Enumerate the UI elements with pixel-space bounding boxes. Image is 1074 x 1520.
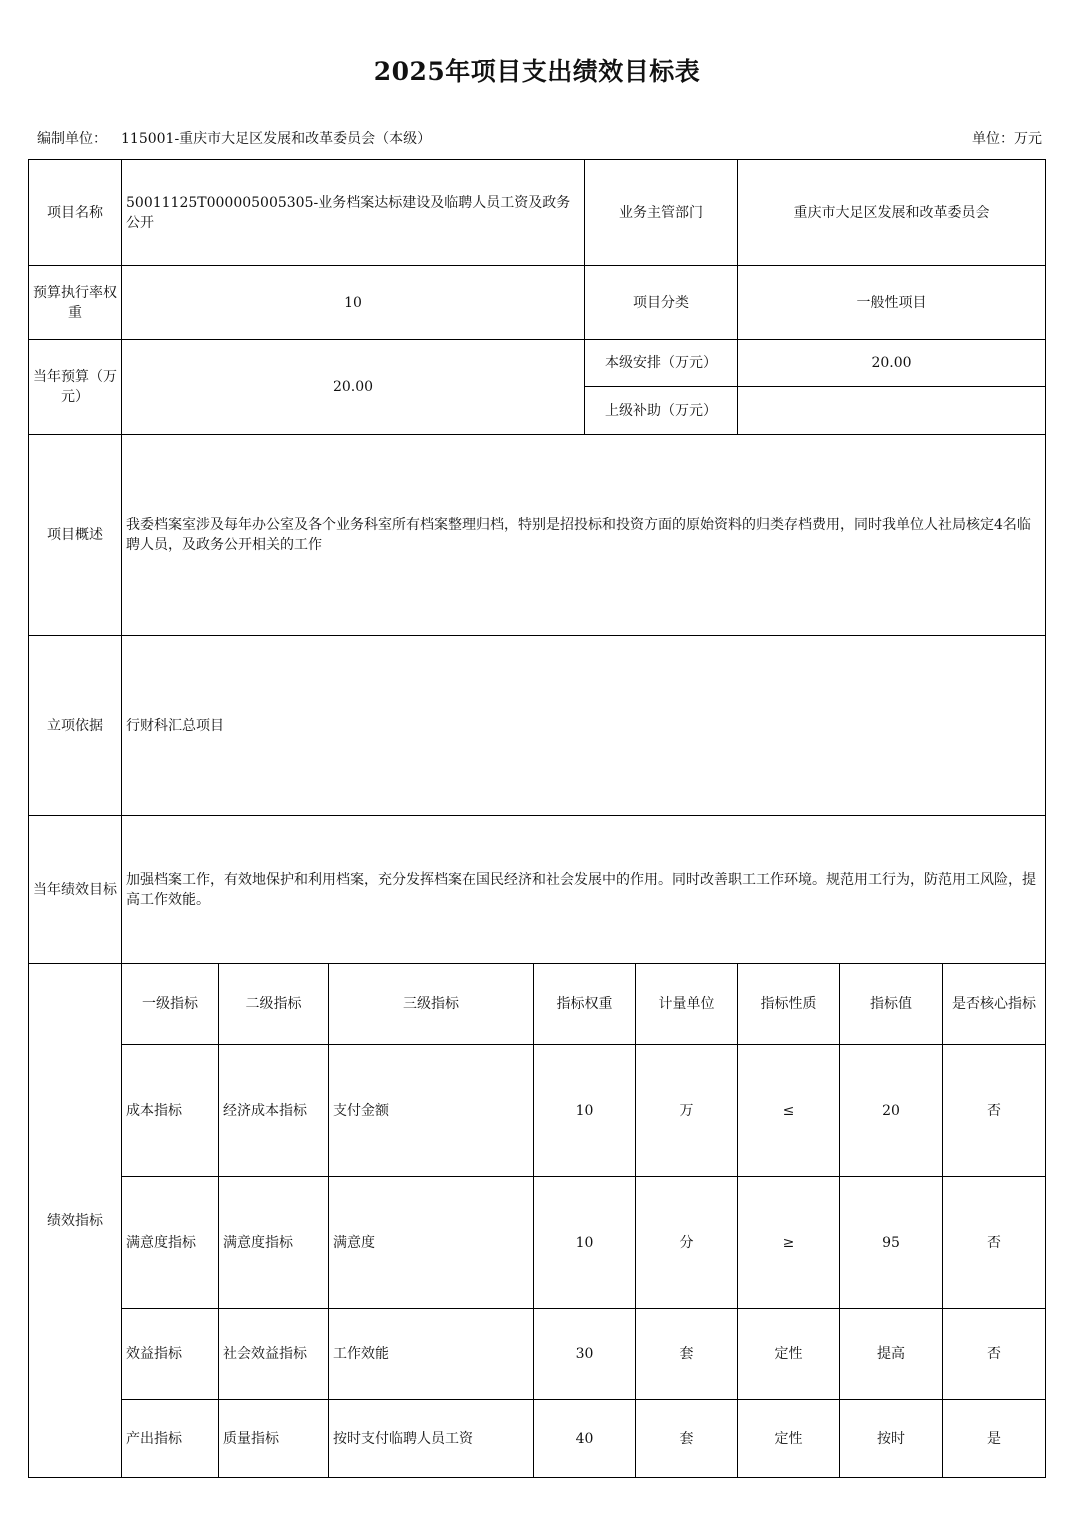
row-unit: 套 — [636, 1400, 738, 1478]
row-level2: 经济成本指标 — [219, 1045, 329, 1177]
indicators-section-label: 绩效指标 — [29, 964, 122, 1478]
row-level3: 工作效能 — [329, 1309, 534, 1400]
org-info — [37, 128, 431, 148]
dept-label: 业务主管部门 — [585, 160, 738, 266]
overview-label: 项目概述 — [29, 435, 122, 636]
table-row — [29, 1309, 1046, 1400]
local-label: 本级安排（万元） — [585, 340, 738, 387]
rate-value: 10 — [122, 266, 585, 340]
row-weight: 10 — [534, 1177, 636, 1309]
row-weight: 30 — [534, 1309, 636, 1400]
row-value: 按时 — [840, 1400, 943, 1478]
header-level3: 三级指标 — [329, 964, 534, 1045]
goal-value: 加强档案工作，有效地保护和利用档案，充分发挥档案在国民经济和社会发展中的作用。同时改善职工工作环境。规范用工行为，防范用工风险，提高工作效能。 — [122, 816, 1046, 964]
goal-label: 当年绩效目标 — [29, 816, 122, 964]
org-label: 编制单位： — [37, 131, 107, 147]
basis-label: 立项依据 — [29, 636, 122, 816]
row-nature: ≥ — [738, 1177, 840, 1309]
org-value: 115001-重庆市大足区发展和改革委员会（本级） — [121, 131, 432, 147]
row-unit: 分 — [636, 1177, 738, 1309]
row-value: 20 — [840, 1045, 943, 1177]
row-level3: 支付金额 — [329, 1045, 534, 1177]
row-value: 提高 — [840, 1309, 943, 1400]
unit-info: 单位：万元 — [972, 131, 1042, 147]
row-weight: 40 — [534, 1400, 636, 1478]
row-nature: 定性 — [738, 1309, 840, 1400]
row-level2: 社会效益指标 — [219, 1309, 329, 1400]
header-core: 是否核心指标 — [943, 964, 1046, 1045]
dept-value: 重庆市大足区发展和改革委员会 — [738, 160, 1046, 266]
row-level1: 效益指标 — [122, 1309, 219, 1400]
table-row — [29, 1400, 1046, 1478]
rate-label: 预算执行率权重 — [29, 266, 122, 340]
header-unit: 计量单位 — [636, 964, 738, 1045]
row-level1: 满意度指标 — [122, 1177, 219, 1309]
category-label: 项目分类 — [585, 266, 738, 340]
row-weight: 10 — [534, 1045, 636, 1177]
project-name-label: 项目名称 — [29, 160, 122, 266]
overview-value: 我委档案室涉及每年办公室及各个业务科室所有档案整理归档，特别是招投标和投资方面的原始资料的归类存档费用，同时我单位人社局核定4名临聘人员，及政务公开相关的工作 — [122, 435, 1046, 636]
page-title: 2025年项目支出绩效目标表 — [373, 57, 701, 86]
header-weight: 指标权重 — [534, 964, 636, 1045]
header-level1: 一级指标 — [122, 964, 219, 1045]
local-value: 20.00 — [738, 340, 1046, 387]
performance-table — [28, 159, 1046, 1478]
row-level2: 满意度指标 — [219, 1177, 329, 1309]
header-level2: 二级指标 — [219, 964, 329, 1045]
header-value: 指标值 — [840, 964, 943, 1045]
header-nature: 指标性质 — [738, 964, 840, 1045]
budget-label: 当年预算（万元） — [29, 340, 122, 435]
budget-value: 20.00 — [122, 340, 585, 435]
row-core: 否 — [943, 1045, 1046, 1177]
row-unit: 套 — [636, 1309, 738, 1400]
row-level2: 质量指标 — [219, 1400, 329, 1478]
row-value: 95 — [840, 1177, 943, 1309]
row-core: 否 — [943, 1177, 1046, 1309]
row-nature: ≤ — [738, 1045, 840, 1177]
table-row — [29, 1045, 1046, 1177]
row-nature: 定性 — [738, 1400, 840, 1478]
row-level1: 成本指标 — [122, 1045, 219, 1177]
row-level1: 产出指标 — [122, 1400, 219, 1478]
project-name-value: 50011125T000005005305-业务档案达标建设及临聘人员工资及政务公开 — [122, 160, 585, 266]
category-value: 一般性项目 — [738, 266, 1046, 340]
upper-value — [738, 387, 1046, 435]
row-level3: 按时支付临聘人员工资 — [329, 1400, 534, 1478]
table-row — [29, 1177, 1046, 1309]
row-core: 是 — [943, 1400, 1046, 1478]
row-level3: 满意度 — [329, 1177, 534, 1309]
upper-label: 上级补助（万元） — [585, 387, 738, 435]
basis-value: 行财科汇总项目 — [122, 636, 1046, 816]
row-core: 否 — [943, 1309, 1046, 1400]
row-unit: 万 — [636, 1045, 738, 1177]
